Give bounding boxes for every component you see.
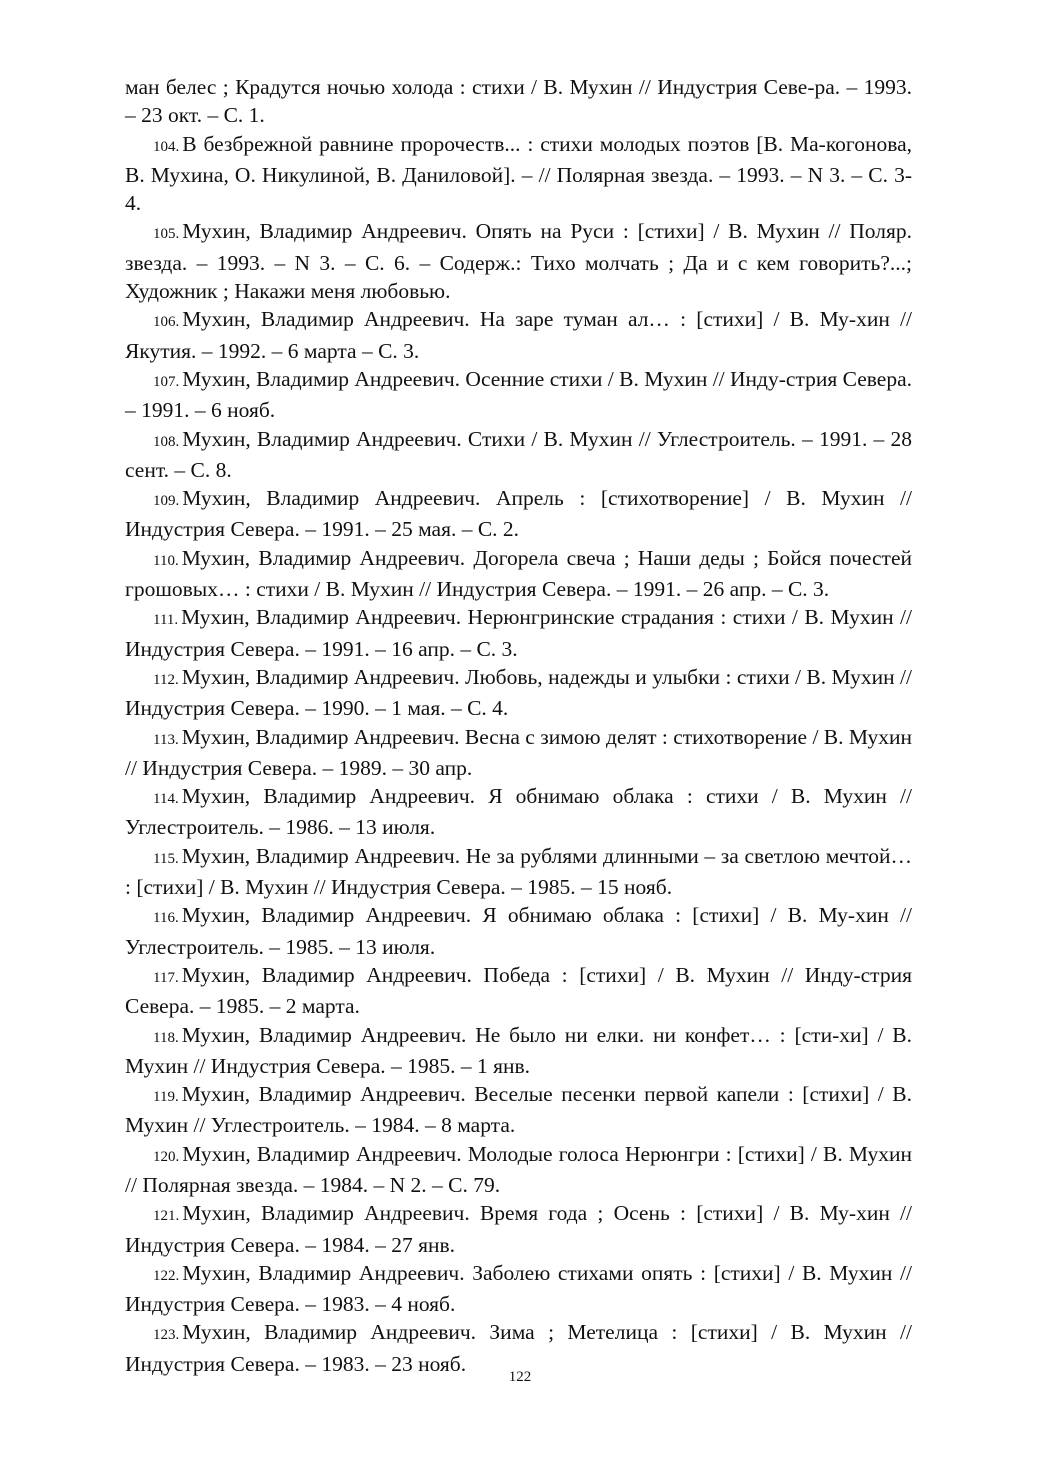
- bibliography-entry: [125, 961, 912, 1021]
- entry-number: 109.: [153, 493, 180, 510]
- entry-number: 107.: [153, 373, 180, 390]
- entry-text: Мухин, Владимир Андреевич. Я обнимаю облака : стихи / В. Мухин // Углестроитель. – 1986. – 13 июля.: [125, 784, 912, 840]
- bibliography-list: [125, 73, 912, 1378]
- entry-text: Мухин, Владимир Андреевич. Веселые песенки первой капели : [стихи] / В. Мухин // Углестроитель. – 1984. – 8 марта.: [125, 1082, 912, 1138]
- bibliography-entry: [125, 782, 912, 842]
- entry-text: Мухин, Владимир Андреевич. Осенние стихи / В. Мухин // Инду-стрия Севера. – 1991. – 6 нояб.: [125, 366, 913, 423]
- entry-number: 115.: [153, 850, 179, 867]
- bibliography-entry: [125, 1199, 912, 1259]
- entry-text: Мухин, Владимир Андреевич. Догорела свеча ; Наши деды ; Бойся почестей грошовых… : стихи / В. Мухин // Индустрия Севера. – 1991. – 26 апр. – С. 3.: [125, 545, 912, 602]
- entry-text: Мухин, Владимир Андреевич. Победа : [стихи] / В. Мухин // Инду-стрия Севера. – 1985. – 2 марта.: [125, 962, 912, 1019]
- entry-number: 105.: [153, 226, 180, 243]
- entry-text: Мухин, Владимир Андреевич. Время года ; Осень : [стихи] / В. Му-хин // Индустрия Севера. – 1984. – 27 янв.: [125, 1201, 912, 1257]
- entries-container: [125, 130, 912, 1378]
- entry-text: Мухин, Владимир Андреевич. Апрель : [стихотворение] / В. Мухин // Индустрия Севера. – 1991. – 25 мая. – С. 2.: [125, 486, 912, 542]
- entry-number: 114.: [153, 791, 179, 808]
- entry-number: 118.: [153, 1029, 179, 1046]
- entry-number: 106.: [153, 314, 180, 331]
- entry-text: Мухин, Владимир Андреевич. Заболею стихами опять : [стихи] / В. Мухин // Индустрия Севера. – 1983. – 4 нояб.: [125, 1260, 912, 1317]
- bibliography-entry: [125, 901, 912, 961]
- entry-text: Мухин, Владимир Андреевич. Опять на Руси : [стихи] / В. Мухин // Поляр. звезда. – 1993. – N 3. – С. 6. – Содерж.: Тихо молчать ; Да и с кем говорить?...; Художник ; Накажи меня любовью.: [125, 219, 912, 304]
- entry-number: 122.: [153, 1267, 180, 1284]
- bibliography-entry: [125, 305, 912, 365]
- page-number: 122: [508, 1369, 532, 1385]
- entry-number: 104.: [153, 138, 180, 155]
- bibliography-entry: [125, 130, 912, 218]
- bibliography-entry: [125, 484, 912, 544]
- entry-text: Мухин, Владимир Андреевич. Любовь, надежды и улыбки : стихи / В. Мухин // Индустрия Севера. – 1990. – 1 мая. – С. 4.: [125, 664, 912, 721]
- entry-text: Мухин, Владимир Андреевич. Молодые голоса Нерюнгри : [стихи] / В. Мухин // Полярная звезда. – 1984. – N 2. – С. 79.: [125, 1141, 912, 1197]
- continuation-text: ман белес ; Крадутся ночью холода : стихи / В. Мухин // Индустрия Севе-ра. – 1993. – 23 окт. – С. 1.: [125, 75, 912, 128]
- entry-number: 123.: [153, 1327, 180, 1344]
- bibliography-entry: [125, 603, 912, 663]
- bibliography-entry: [125, 842, 912, 902]
- bibliography-entry: [125, 1021, 912, 1081]
- entry-number: 116.: [153, 910, 179, 927]
- entry-text: Мухин, Владимир Андреевич. На заре туман ал… : [стихи] / В. Му-хин // Якутия. – 1992. – 6 марта – С. 3.: [125, 307, 912, 363]
- bibliography-entry: [125, 544, 912, 604]
- entry-number: 113.: [153, 731, 179, 748]
- entry-number: 119.: [153, 1089, 179, 1106]
- entry-number: 110.: [153, 552, 179, 569]
- entry-number: 121.: [153, 1208, 180, 1225]
- entry-text: Мухин, Владимир Андреевич. Весна с зимою делят : стихотворение / В. Мухин // Индустрия Севера. – 1989. – 30 апр.: [125, 724, 912, 780]
- entry-number: 120.: [153, 1148, 180, 1165]
- bibliography-entry: [125, 1259, 912, 1319]
- entry-number: 108.: [153, 433, 180, 450]
- entry-text: Мухин, Владимир Андреевич. Нерюнгринские страдания : стихи / В. Мухин // Индустрия Севера. – 1991. – 16 апр. – С. 3.: [125, 605, 912, 661]
- bibliography-entry: [125, 723, 912, 783]
- entry-number: 117.: [153, 969, 179, 986]
- bibliography-entry: [125, 663, 912, 723]
- entry-text: Мухин, Владимир Андреевич. Не было ни елки. ни конфет… : [сти-хи] / В. Мухин // Индустрия Севера. – 1985. – 1 янв.: [125, 1022, 912, 1078]
- bibliography-entry: [125, 365, 912, 425]
- entry-text: Мухин, Владимир Андреевич. Зима ; Метелица : [стихи] / В. Мухин // Индустрия Севера. – 1983. – 23 нояб.: [125, 1320, 912, 1376]
- entry-text: В безбрежной равнине пророчеств... : стихи молодых поэтов [В. Ма-когонова, В. Мухина, О. Никулиной, В. Даниловой]. – // Полярная звезда. – 1993. – N 3. – С. 3-4.: [125, 131, 912, 216]
- entry-number: 112.: [153, 671, 179, 688]
- bibliography-entry: [125, 1140, 912, 1200]
- bibliography-entry: [125, 217, 912, 305]
- bibliography-entry: [125, 425, 912, 485]
- entry-text: Мухин, Владимир Андреевич. Стихи / В. Мухин // Углестроитель. – 1991. – 28 сент. – С. 8.: [125, 426, 912, 482]
- entry-number: 111.: [153, 612, 179, 629]
- entry-text: Мухин, Владимир Андреевич. Я обнимаю облака : [стихи] / В. Му-хин // Углестроитель. – 1985. – 13 июля.: [125, 903, 912, 959]
- entry-text: Мухин, Владимир Андреевич. Не за рублями длинными – за светлою мечтой… : [стихи] / В. Мухин // Индустрия Севера. – 1985. – 15 нояб.: [125, 843, 912, 900]
- bibliography-entry: [125, 1080, 912, 1140]
